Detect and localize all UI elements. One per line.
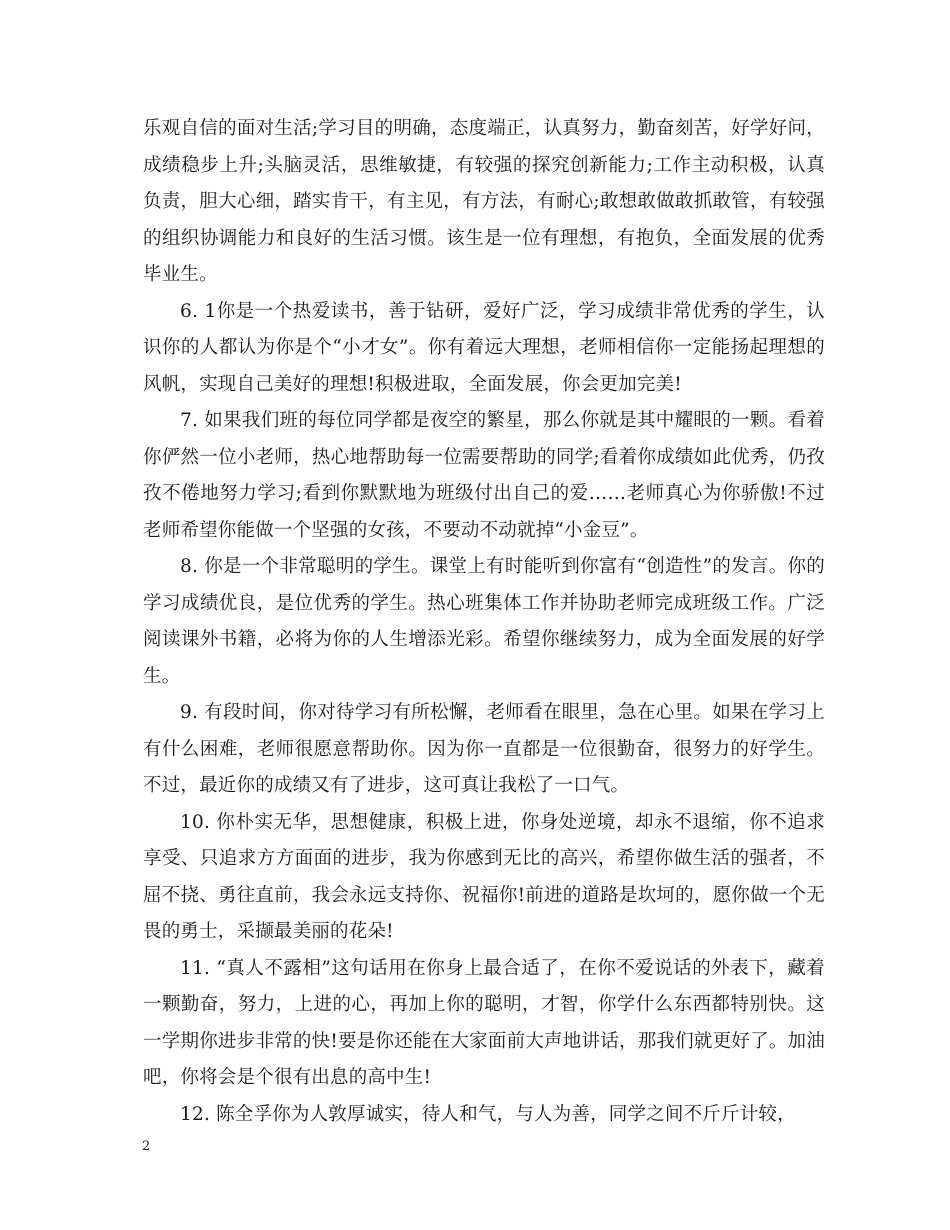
paragraph-5: 9. 有段时间，你对待学习有所松懈，老师看在眼里，急在心里。如果在学习上有什么困难，老师很愿意帮助你。因为你一直都是一位很勤奋，很努力的好学生。不过，最近你的成绩又有了进步，这可真让我松了一口气。 [143,702,826,796]
paragraph-7: 11. “真人不露相”这句话用在你身上最合适了，在你不爱说话的外表下，藏着一颗勤奋，努力，上进的心，再加上你的聪明，才智，你学什么东西都特别快。这一学期你进步非常的快!要是你还能在大家面前大声地讲话，那我们就更好了。加油吧，你将会是个很有出息的高中生! [143,957,825,1088]
document-body [143,111,825,1133]
page-number: 2 [142,1139,151,1154]
paragraph-1: 乐观自信的面对生活;学习目的明确，态度端正，认真努力，勤奋刻苦，好学好问，成绩稳步上升;头脑灵活，思维敏捷，有较强的探究创新能力;工作主动积极，认真负责，胆大心细，踏实肯干，有主见，有方法，有耐心;敢想敢做敢抓敢管，有较强的组织协调能力和良好的生活习惯。该生是一位有理想，有抱负，全面发展的优秀毕业生。 [143,118,825,285]
paragraph-2: 6. 1你是一个热爱读书，善于钻研，爱好广泛，学习成绩非常优秀的学生，认识你的人都认为你是个“小才女”。你有着远大理想，老师相信你一定能扬起理想的风帆，实现自己美好的理想!积极进取，全面发展，你会更加完美! [143,300,825,395]
paragraph-8: 12. 陈全孚你为人敦厚诚实，待人和气，与人为善，同学之间不斤斤计较， [180,1103,796,1125]
paragraph-4: 8. 你是一个非常聪明的学生。课堂上有时能听到你富有“创造性”的发言。你的学习成绩优良，是位优秀的学生。热心班集体工作并协助老师完成班级工作。广泛阅读课外书籍，必将为你的人生增添光彩。希望你继续努力，成为全面发展的好学生。 [143,556,825,687]
paragraph-6: 10. 你朴实无华，思想健康，积极上进，你身处逆境，却永不退缩，你不追求享受、只追求方方面面的进步，我为你感到无比的高兴，希望你做生活的强者，不屈不挠、勇往直前，我会永远支持你、祝福你!前进的道路是坎坷的，愿你做一个无畏的勇士，采撷最美丽的花朵! [143,811,825,942]
paragraph-3: 7. 如果我们班的每位同学都是夜空的繁星，那么你就是其中耀眼的一颗。看着你俨然一位小老师，热心地帮助每一位需要帮助的同学;看着你成绩如此优秀，仍孜孜不倦地努力学习;看到你默默地为班级付出自己的爱……老师真心为你骄傲!不过老师希望你能做一个坚强的女孩，不要动不动就掉“小金豆”。 [143,410,826,541]
